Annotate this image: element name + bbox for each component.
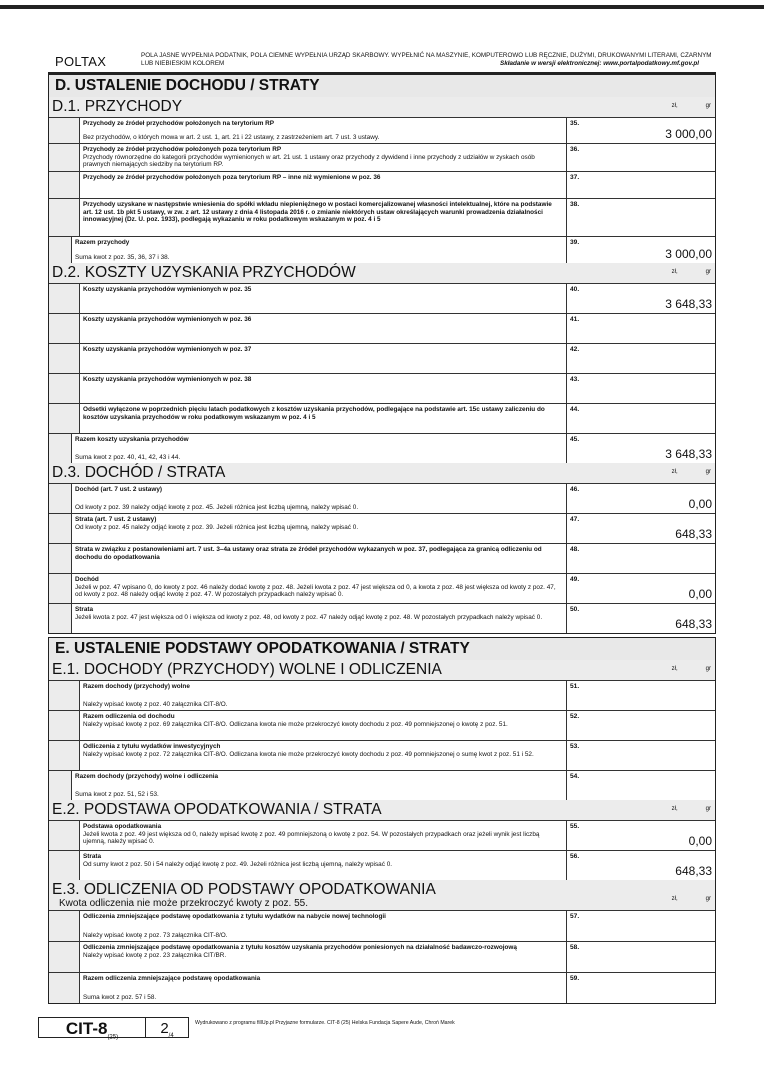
amount-field-49[interactable] — [566, 574, 715, 603]
row-title: Dochód (art. 7 ust. 2 ustawy) — [75, 486, 162, 493]
currency-units: zł, gr — [671, 269, 711, 275]
form-row-50 — [49, 603, 715, 633]
field-number: 54. — [570, 773, 580, 780]
form-row-52 — [49, 710, 715, 740]
field-value[interactable]: 648,33 — [675, 527, 712, 541]
row-title: Strata — [83, 853, 102, 860]
row-description — [71, 484, 566, 513]
row-title: Dochód — [75, 576, 99, 583]
row-title: Przychody uzyskane w następstwie wniesienia do spółki wkładu niepieniężnego w postaci komercjalizowanej własności intelektualnej, które na podstawie art. 12 ust. 1b pkt 5 ustawy, w zw. z art. 12 ustawy z dnia 4 listopada 2016 r. o zmianie niektórych ustaw określających warunki prowadzenia działalności innowacyjnej (Dz. U. poz. 1933), podlegają wykazaniu w roku podatkowym wskazanym w poz. 4 i 5 — [83, 201, 552, 224]
amount-field-57[interactable] — [566, 911, 715, 941]
field-number: 47. — [570, 516, 580, 523]
row-title: Razem dochody (przychody) wolne — [83, 683, 190, 690]
field-number: 58. — [570, 944, 580, 951]
row-title: Przychody ze źródeł przychodów położonych poza terytorium RP – inne niż wymienione w poz. 36 — [83, 174, 381, 181]
row-description — [71, 574, 566, 603]
field-number: 46. — [570, 486, 580, 493]
row-description — [79, 199, 566, 236]
row-description — [79, 821, 566, 850]
row-title: Razem odliczenia zmniejszające podstawę opodatkowania — [83, 975, 261, 982]
currency-units: zł, gr — [671, 103, 711, 109]
row-description — [79, 711, 566, 740]
currency-units: zł, gr — [671, 469, 711, 475]
row-instruction: Należy wpisać kwotę z poz. 40 załącznika CIT-8/O. — [83, 701, 228, 709]
amount-field-44[interactable] — [566, 404, 715, 433]
form-row-58 — [49, 941, 715, 972]
form-row-38 — [49, 198, 715, 236]
field-value[interactable]: 648,33 — [675, 617, 712, 631]
row-title: Odliczenia z tytułu wydatków inwestycyjnych — [83, 743, 221, 750]
row-title: Strata w związku z postanowieniami art. 7 ust. 3–4a ustawy oraz strata ze źródeł przychodów wykazanych w poz. 37, podlegająca za granicą odliczeniu od dochodu do opodatkowania — [75, 546, 542, 561]
field-number: 50. — [570, 606, 580, 613]
field-value[interactable]: 0,00 — [688, 587, 712, 601]
field-value[interactable]: 648,33 — [675, 864, 712, 878]
amount-field-54[interactable] — [566, 771, 715, 800]
row-instruction: Jeżeli kwota z poz. 47 jest większa od 0 i większa od kwoty z poz. 48, od kwoty z poz. 47 należy odjąć kwotę z poz. 48. W pozostałych przypadkach należy wpisać 0. — [75, 613, 543, 621]
field-value[interactable]: 3 000,00 — [665, 127, 712, 141]
row-description — [71, 604, 566, 633]
e1-rows — [48, 680, 716, 800]
row-instruction: Suma kwot z poz. 35, 36, 37 i 38. — [75, 254, 170, 262]
row-title: Odliczenia zmniejszające podstawę opodatkowania z tytułu wydatków na nabycie nowej technologii — [83, 913, 386, 920]
field-number: 48. — [570, 546, 580, 553]
field-number: 51. — [570, 683, 580, 690]
form-row-51 — [49, 680, 715, 710]
row-instruction: Należy wpisać kwotę z poz. 23 załącznika CIT/BR. — [83, 951, 227, 959]
section-d3-label: D.3. DOCHÓD / STRATA — [52, 464, 226, 481]
form-row-36 — [49, 143, 715, 171]
row-description — [71, 434, 566, 463]
row-description — [71, 514, 566, 543]
row-title: Koszty uzyskania przychodów wymienionych w poz. 37 — [83, 346, 252, 353]
amount-field-55[interactable] — [566, 821, 715, 850]
row-description — [79, 284, 566, 313]
amount-field-50[interactable] — [566, 604, 715, 633]
section-e3-title — [48, 880, 716, 910]
cit8-form-page — [48, 74, 716, 1004]
amount-field-45[interactable] — [566, 434, 715, 463]
field-number: 59. — [570, 975, 580, 982]
form-row-47 — [49, 513, 715, 543]
row-title: Przychody ze źródeł przychodów położonych na terytorium RP — [83, 120, 275, 127]
row-description — [79, 314, 566, 343]
amount-field-47[interactable] — [566, 514, 715, 543]
form-row-57 — [49, 910, 715, 941]
row-instruction: Suma kwot z poz. 40, 41, 42, 43 i 44. — [75, 454, 181, 462]
section-e-title: E. USTALENIE PODSTAWY OPODATKOWANIA / STRATY — [48, 638, 716, 660]
field-number: 43. — [570, 376, 580, 383]
currency-units: zł, gr — [671, 896, 711, 902]
form-row-43 — [49, 373, 715, 403]
field-number: 56. — [570, 853, 580, 860]
d2-rows — [48, 283, 716, 463]
form-row-53 — [49, 740, 715, 770]
row-description — [79, 118, 566, 143]
field-number: 53. — [570, 743, 580, 750]
field-number: 45. — [570, 436, 580, 443]
field-number: 55. — [570, 823, 580, 830]
row-instruction: Suma kwot z poz. 51, 52 i 53. — [75, 791, 159, 799]
form-row-56 — [49, 850, 715, 880]
form-row-42 — [49, 343, 715, 373]
row-title: Razem dochody (przychody) wolne i odliczenia — [75, 773, 219, 780]
amount-field-35[interactable] — [566, 118, 715, 143]
currency-units: zł, gr — [671, 806, 711, 812]
d3-rows — [48, 483, 716, 633]
row-instruction: Od sumy kwot z poz. 50 i 54 należy odjąć kwotę z poz. 49. Jeżeli różnica jest liczbą ujemną, należy wpisać 0. — [83, 860, 393, 868]
form-row-39 — [49, 236, 715, 263]
section-e1-title — [48, 660, 716, 680]
section-d-title: D. USTALENIE DOCHODU / STRATY — [48, 74, 716, 97]
row-description — [79, 144, 566, 171]
form-code: CIT-$8_{(25)}$ — [38, 1017, 146, 1038]
field-value[interactable]: 0,00 — [688, 834, 712, 848]
row-description — [79, 911, 566, 941]
field-number: 52. — [570, 713, 580, 720]
row-instruction: Należy wpisać kwotę z poz. 72 załącznika CIT-8/O. Odliczana kwota nie może przekroczyć kwoty dochodu z poz. 49 pomniejszonej o sumę kwot z poz. 51 i 52. — [83, 750, 534, 758]
amount-field-52[interactable] — [566, 711, 715, 740]
amount-field-58[interactable] — [566, 942, 715, 972]
amount-field-42[interactable] — [566, 344, 715, 373]
form-row-37 — [49, 171, 715, 198]
row-title: Razem przychody — [75, 239, 130, 246]
section-d2-title — [48, 263, 716, 283]
row-title: Koszty uzyskania przychodów wymienionych w poz. 38 — [83, 376, 252, 383]
field-value[interactable]: 3 000,00 — [665, 247, 712, 261]
row-description — [79, 942, 566, 972]
form-row-44 — [49, 403, 715, 433]
row-title: Odsetki wyłączone w poprzednich pięciu latach podatkowych z kosztów uzyskania przychodów, podlegające na podstawie art. 15c ustawy zaliczeniu do kosztów uzyskania przychodów w roku podatkowym wskazanym w poz. 4 i 5 — [83, 406, 545, 421]
row-instruction: Jeżeli kwota z poz. 49 jest większa od 0, należy wpisać kwotę z poz. 49 pomniejszoną o kwotę z poz. 54. W pozostałych przypadkach oraz jeżeli wynik jest liczbą ujemną, należy wpisać 0. — [83, 830, 540, 846]
form-footer — [38, 1017, 455, 1041]
row-title: Razem odliczenia od dochodu — [83, 713, 175, 720]
d1-rows — [48, 117, 716, 263]
amount-field-40[interactable] — [566, 284, 715, 313]
top-border — [0, 5, 764, 9]
amount-field-46[interactable] — [566, 484, 715, 513]
field-value[interactable]: 0,00 — [688, 497, 712, 511]
row-title: Koszty uzyskania przychodów wymienionych w poz. 35 — [83, 286, 252, 293]
row-description — [79, 973, 566, 1003]
form-row-48 — [49, 543, 715, 573]
form-row-41 — [49, 313, 715, 343]
row-instruction: Jeżeli w poz. 47 wpisano 0, do kwoty z poz. 46 należy dodać kwotę z poz. 48. Jeżeli kwota z poz. 47 jest większa od 0, a kwota z poz. 48 jest większa od kwoty z poz. 47, od kwoty z poz. 48 należy odjąć kwotę z poz. 47. W pozostałych przypadkach należy wpisać 0. — [75, 583, 556, 599]
amount-field-36[interactable] — [566, 144, 715, 171]
field-number: 35. — [570, 120, 580, 127]
form-header — [55, 50, 715, 70]
amount-field-51[interactable] — [566, 681, 715, 710]
row-description — [79, 851, 566, 880]
amount-field-38[interactable] — [566, 199, 715, 236]
amount-field-59[interactable] — [566, 973, 715, 1003]
form-row-49 — [49, 573, 715, 603]
field-number: 44. — [570, 406, 580, 413]
row-instruction: Bez przychodów, o których mowa w art. 2 ust. 1, art. 21 i 22 ustawy, z zastrzeżeniem art. 7 ust. 3 ustawy. — [83, 134, 380, 142]
row-description — [79, 172, 566, 198]
field-number: 39. — [570, 239, 580, 246]
field-number: 36. — [570, 146, 580, 153]
row-description — [79, 344, 566, 373]
form-row-40 — [49, 283, 715, 313]
amount-field-56[interactable] — [566, 851, 715, 880]
amount-field-48[interactable] — [566, 544, 715, 573]
row-title: Strata (art. 7 ust. 2 ustawy) — [75, 516, 157, 523]
row-description — [79, 404, 566, 433]
row-title: Razem koszty uzyskania przychodów — [75, 436, 189, 443]
page-number: $2_{/4}$ — [146, 1017, 189, 1038]
row-title: Podstawa opodatkowania — [83, 823, 162, 830]
form-row-45 — [49, 433, 715, 463]
amount-field-43[interactable] — [566, 374, 715, 403]
electronic-filing-note: Składanie w wersji elektronicznej: www.portalpodatkowy.mf.gov.pl — [500, 60, 699, 67]
row-title: Koszty uzyskania przychodów wymienionych w poz. 36 — [83, 316, 252, 323]
field-value[interactable]: 3 648,33 — [665, 297, 712, 311]
e2-rows — [48, 820, 716, 880]
row-title: Odliczenia zmniejszające podstawę opodatkowania z tytułu kosztów uzyskania przychodów poniesionych na działalność badawczo-rozwojową — [83, 944, 517, 951]
row-description — [79, 374, 566, 403]
section-d3-title — [48, 463, 716, 483]
field-number: 38. — [570, 201, 580, 208]
printed-by-note: Wydrukowano z programu fillUp.pl Przyjazne formularze. CIT-8 (25) Helska Fundacja Sapere Aude, Chroń Marek — [195, 1020, 455, 1026]
form-row-59 — [49, 972, 715, 1003]
row-description — [71, 544, 566, 573]
field-number: 49. — [570, 576, 580, 583]
form-row-46 — [49, 483, 715, 513]
field-number: 37. — [570, 174, 580, 181]
currency-units: zł, gr — [671, 666, 711, 672]
row-instruction: Przychody równorzędne do kategorii przychodów wymienionych w art. 21 ust. 1 ustawy oraz przychody z dywidend i inne przychody z udziałów w zyskach osób prawnych niemających siedziby na terytorium RP. — [83, 153, 535, 169]
section-e3-label: E.3. ODLICZENIA OD PODSTAWY OPODATKOWANIA — [52, 881, 436, 898]
section-e2-label: E.2. PODSTAWA OPODATKOWANIA / STRATA — [52, 801, 382, 818]
section-e1-label: E.1. DOCHODY (PRZYCHODY) WOLNE I ODLICZENIA — [52, 661, 442, 678]
e3-rows — [48, 910, 716, 1004]
row-description — [71, 237, 566, 263]
row-description — [79, 681, 566, 710]
section-d2-label: D.2. KOSZTY UZYSKANIA PRZYCHODÓW — [52, 264, 356, 281]
section-d1-title — [48, 97, 716, 117]
row-description — [79, 741, 566, 770]
row-instruction: Od kwoty z poz. 39 należy odjąć kwotę z poz. 45. Jeżeli różnica jest liczbą ujemną, należy wpisać 0. — [75, 504, 359, 512]
poltax-brand: POLTAX — [55, 54, 107, 69]
fill-notice: POLA JASNE WYPEŁNIA PODATNIK, POLA CIEMNE WYPEŁNIA URZĄD SKARBOWY. WYPEŁNIĆ NA MASZYNIE, KOMPUTEROWO LUB RĘCZNIE, DUŻYMI, DRUKOWANYMI LITERAMI, CZARNYM LUB NIEBIESKIM KOLOREM — [141, 52, 712, 67]
field-number: 57. — [570, 913, 580, 920]
section-e3-note: Kwota odliczenia nie może przekroczyć kwoty z poz. 55. — [59, 898, 308, 909]
row-description — [71, 771, 566, 800]
field-number: 42. — [570, 346, 580, 353]
field-value[interactable]: 3 648,33 — [665, 447, 712, 461]
row-instruction: Od kwoty z poz. 45 należy odjąć kwotę z poz. 39. Jeżeli różnica jest liczbą ujemną, należy wpisać 0. — [75, 523, 359, 531]
row-instruction: Należy wpisać kwotę z poz. 73 załącznika CIT-8/O. — [83, 932, 228, 940]
form-row-54 — [49, 770, 715, 800]
amount-field-41[interactable] — [566, 314, 715, 343]
section-e2-title — [48, 800, 716, 820]
row-instruction: Należy wpisać kwotę z poz. 69 załącznika CIT-8/O. Odliczana kwota nie może przekroczyć kwoty dochodu z poz. 49 pomniejszonej o kwotę z poz. 51. — [83, 720, 508, 728]
field-number: 41. — [570, 316, 580, 323]
amount-field-37[interactable] — [566, 172, 715, 198]
form-row-35 — [49, 117, 715, 143]
field-number: 40. — [570, 286, 580, 293]
row-title: Przychody ze źródeł przychodów położonych poza terytorium RP — [83, 146, 282, 153]
form-row-55 — [49, 820, 715, 850]
section-d1-label: D.1. PRZYCHODY — [52, 98, 183, 115]
row-instruction: Suma kwot z poz. 57 i 58. — [83, 994, 157, 1002]
amount-field-53[interactable] — [566, 741, 715, 770]
row-title: Strata — [75, 606, 94, 613]
amount-field-39[interactable] — [566, 237, 715, 263]
